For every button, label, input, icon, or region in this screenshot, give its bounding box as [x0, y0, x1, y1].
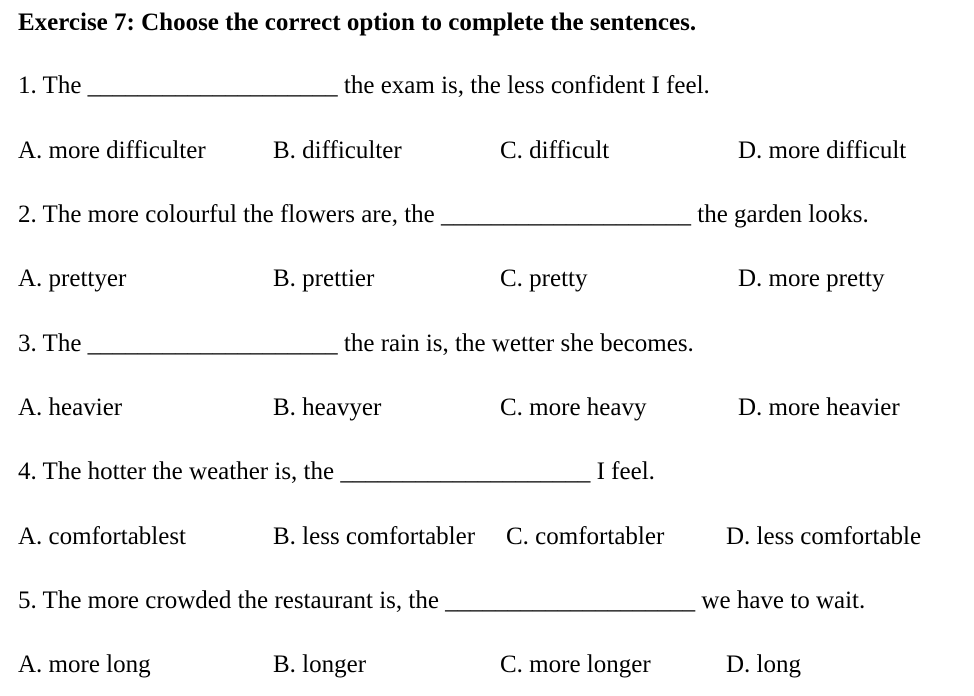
option-5b[interactable]: B. longer [273, 651, 367, 678]
option-2b[interactable]: B. prettier [273, 265, 375, 292]
option-3d[interactable]: D. more heavier [738, 394, 900, 421]
option-3b[interactable]: B. heavyer [273, 394, 382, 421]
option-5c[interactable]: C. more longer [500, 651, 651, 678]
question-4: 4. The hotter the weather is, the ____________________ I feel. [18, 458, 655, 485]
option-2d[interactable]: D. more pretty [738, 265, 885, 292]
option-5d[interactable]: D. long [726, 651, 801, 678]
option-5a[interactable]: A. more long [18, 651, 151, 678]
option-1d[interactable]: D. more difficult [738, 137, 907, 164]
option-4b[interactable]: B. less comfortabler [273, 523, 476, 550]
question-3: 3. The ____________________ the rain is, the wetter she becomes. [18, 330, 694, 357]
option-2a[interactable]: A. prettyer [18, 265, 127, 292]
question-2: 2. The more colourful the flowers are, the ____________________ the garden looks. [18, 201, 869, 228]
option-1a[interactable]: A. more difficulter [18, 137, 206, 164]
option-3c[interactable]: C. more heavy [500, 394, 647, 421]
question-5: 5. The more crowded the restaurant is, the ____________________ we have to wait. [18, 587, 866, 614]
option-4c[interactable]: C. comfortabler [506, 523, 665, 550]
option-1b[interactable]: B. difficulter [273, 137, 402, 164]
option-1c[interactable]: C. difficult [500, 137, 610, 164]
option-4d[interactable]: D. less comfortable [726, 523, 922, 550]
option-2c[interactable]: C. pretty [500, 265, 588, 292]
question-1: 1. The ____________________ the exam is, the less confident I feel. [18, 72, 710, 99]
exercise-title: Exercise 7: Choose the correct option to complete the sentences. [18, 9, 697, 36]
option-4a[interactable]: A. comfortablest [18, 523, 187, 550]
option-3a[interactable]: A. heavier [18, 394, 123, 421]
